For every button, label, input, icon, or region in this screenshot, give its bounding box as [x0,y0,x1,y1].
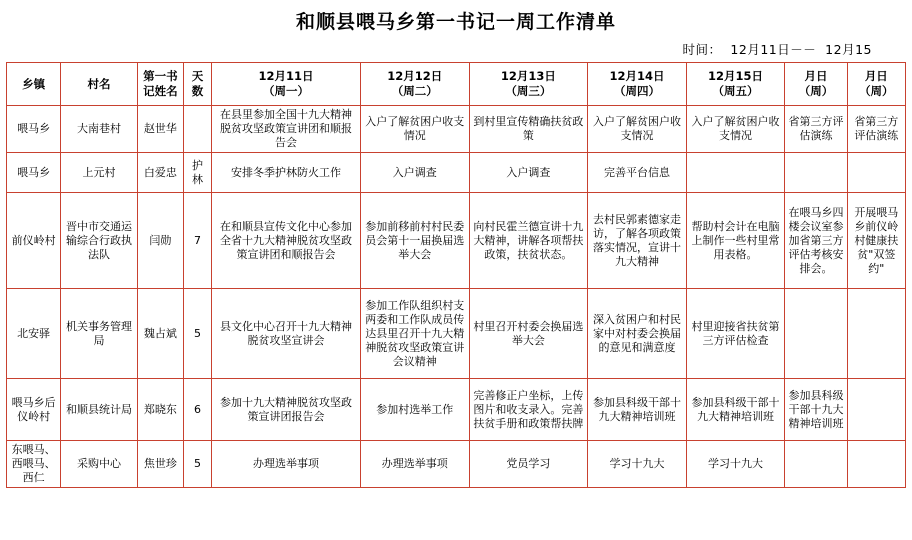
col-header-day-3-weekday: （周三） [505,84,552,98]
cell-day-6: 省第三方评估演练 [785,106,847,153]
col-header-day-5 [686,63,785,106]
col-header-township: 乡镇 [7,63,61,106]
col-header-day-2-weekday: （周二） [391,84,438,98]
work-list-table [6,62,906,488]
cell-day-1: 办理选举事项 [212,441,361,488]
col-header-day-6-date: 月日 [804,69,828,84]
cell-days: 5 [183,289,211,379]
col-header-day-7-weekday: （周） [859,84,894,98]
col-header-day-4-date: 12月14日 [609,69,665,84]
cell-days: 7 [183,193,211,289]
col-header-day-3 [469,63,588,106]
cell-day-1: 参加十九大精神脱贫攻坚政策宣讲团报告会 [212,379,361,441]
col-header-day-5-date: 12月15日 [708,69,764,84]
cell-day-7 [847,289,905,379]
col-header-village: 村名 [61,63,137,106]
cell-day-7: 开展喂马乡前仪岭村健康扶贫"双签约" [847,193,905,289]
table-row [7,153,906,193]
cell-secretary: 焦世珍 [137,441,183,488]
cell-day-1: 县文化中心召开十九大精神脱贫攻坚宣讲会 [212,289,361,379]
cell-day-4: 参加县科级干部十九大精神培训班 [588,379,687,441]
page-title: 和顺县喂马乡第一书记一周工作清单 [295,11,616,33]
cell-day-2: 入户调查 [360,153,469,193]
cell-day-6: 在喂马乡四楼会议室参加省第三方评估考核安排会。 [785,193,847,289]
cell-day-7 [847,379,905,441]
cell-day-5: 入户了解贫困户收支情况 [686,106,785,153]
cell-day-7 [847,441,905,488]
cell-days: 护林 [183,153,211,193]
col-header-day-6 [785,63,847,106]
cell-village: 上元村 [61,153,137,193]
cell-day-3: 完善修正户坐标，上传图片和收支录入。完善扶贫手册和政策帮扶牌 [469,379,588,441]
cell-day-4: 入户了解贫困户收支情况 [588,106,687,153]
cell-day-4: 深入贫困户和村民家中对村委会换届的意见和满意度 [588,289,687,379]
table-row [7,441,906,488]
col-header-day-7 [847,63,905,106]
cell-day-6 [785,153,847,193]
cell-secretary: 赵世华 [137,106,183,153]
cell-day-2: 参加村选举工作 [360,379,469,441]
col-header-day-1 [212,63,361,106]
col-header-day-6-weekday: （周） [798,84,834,98]
cell-day-5 [686,153,785,193]
cell-secretary: 魏占斌 [137,289,183,379]
cell-day-5: 学习十九大 [686,441,785,488]
cell-day-5: 参加县科级干部十九大精神培训班 [686,379,785,441]
col-header-day-4-weekday: （周四） [613,84,660,98]
cell-township: 北安驿 [7,289,61,379]
cell-village: 采购中心 [61,441,137,488]
time-range-label: 时间： 12月11日－－ 12月15 [682,42,872,57]
col-header-day-3-date: 12月13日 [500,69,556,84]
cell-day-1: 在县里参加全国十九大精神脱贫攻坚政策宣讲团和顺报告会 [212,106,361,153]
table-header-row [7,63,906,106]
table-row [7,379,906,441]
col-header-day-7-date: 月日 [864,69,888,84]
cell-day-4: 去村民郭素德家走访，了解各项政策落实情况，宣讲十九大精神 [588,193,687,289]
cell-village: 晋中市交通运输综合行政执法队 [61,193,137,289]
cell-day-1: 安排冬季护林防火工作 [212,153,361,193]
cell-day-3: 党员学习 [469,441,588,488]
col-header-days: 天数 [183,63,211,106]
cell-day-6: 参加县科级干部十九大精神培训班 [785,379,847,441]
cell-township: 喂马乡 [7,106,61,153]
cell-day-3: 向村民霍兰德宣讲十九大精神，讲解各项帮扶政策，扶贫状态。 [469,193,588,289]
cell-day-6 [785,441,847,488]
cell-day-7 [847,153,905,193]
cell-township: 前仪岭村 [7,193,61,289]
cell-day-3: 村里召开村委会换届选举大会 [469,289,588,379]
cell-days [183,106,211,153]
col-header-day-4 [588,63,687,106]
table-row [7,193,906,289]
table-row [7,289,906,379]
col-header-day-5-weekday: （周五） [712,84,759,98]
cell-days: 6 [183,379,211,441]
cell-day-3: 入户调查 [469,153,588,193]
cell-day-2: 办理选举事项 [360,441,469,488]
cell-day-5: 村里迎接省扶贫第三方评估检查 [686,289,785,379]
cell-day-2: 参加工作队组织村支两委和工作队成员传达县里召开十九大精神脱贫攻坚政策宣讲会议精神 [360,289,469,379]
cell-township: 东喂马、西喂马、西仁 [7,441,61,488]
cell-day-4: 完善平台信息 [588,153,687,193]
cell-day-3: 到村里宣传精确扶贫政策 [469,106,588,153]
cell-village: 机关事务管理局 [61,289,137,379]
meta-row [6,40,906,62]
cell-day-2: 参加前移前村村民委员会第十一届换届选举大会 [360,193,469,289]
table-row [7,106,906,153]
cell-day-5: 帮助村会计在电脑上制作一些村里常用表格。 [686,193,785,289]
col-header-day-1-weekday: （周一） [263,84,310,98]
cell-secretary: 闫勋 [137,193,183,289]
cell-day-7: 省第三方评估演练 [847,106,905,153]
cell-day-2: 入户了解贫困户收支情况 [360,106,469,153]
col-header-secretary: 第一书记姓名 [137,63,183,106]
col-header-day-2-date: 12月12日 [387,69,443,84]
cell-day-6 [785,289,847,379]
cell-township: 喂马乡 [7,153,61,193]
col-header-day-2 [360,63,469,106]
cell-day-1: 在和顺县宣传文化中心参加全省十九大精神脱贫攻坚政策宣讲团和顺报告会 [212,193,361,289]
cell-day-4: 学习十九大 [588,441,687,488]
col-header-day-1-date: 12月11日 [258,69,314,84]
cell-village: 大南巷村 [61,106,137,153]
cell-secretary: 白爱忠 [137,153,183,193]
cell-township: 喂马乡后仪岭村 [7,379,61,441]
cell-secretary: 郑晓东 [137,379,183,441]
cell-days: 5 [183,441,211,488]
cell-village: 和顺县统计局 [61,379,137,441]
